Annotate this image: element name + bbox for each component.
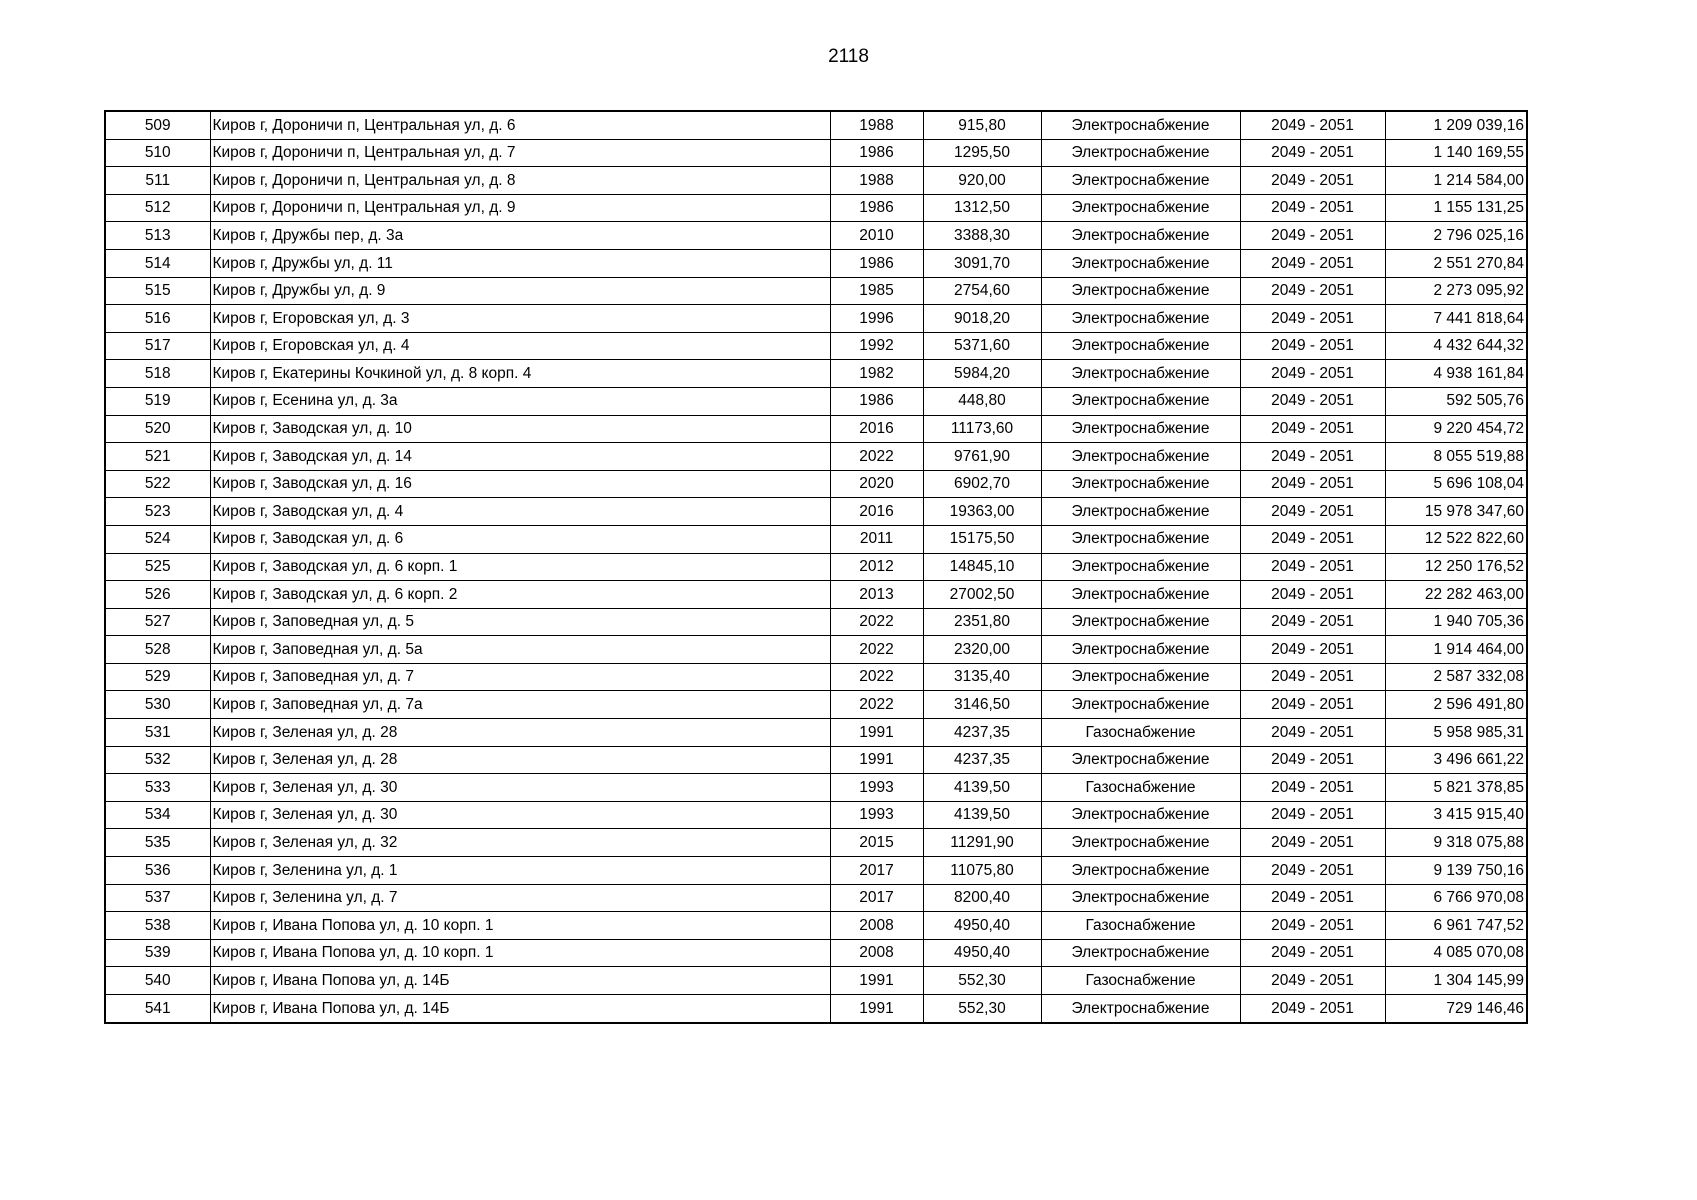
service-type-cell: Электроснабжение [1041,746,1240,774]
service-type-cell: Электроснабжение [1041,470,1240,498]
row-number-cell: 509 [105,111,210,139]
cost-cell: 6 766 970,08 [1385,884,1527,912]
cost-cell: 9 220 454,72 [1385,415,1527,443]
row-number-cell: 522 [105,470,210,498]
period-cell: 2049 - 2051 [1240,608,1385,636]
cost-cell: 12 250 176,52 [1385,553,1527,581]
period-cell: 2049 - 2051 [1240,691,1385,719]
area-cell: 1295,50 [923,139,1041,167]
address-cell: Киров г, Егоровская ул, д. 4 [210,332,830,360]
table-row [105,470,1527,498]
cost-cell: 592 505,76 [1385,387,1527,415]
area-cell: 4950,40 [923,912,1041,940]
area-cell: 14845,10 [923,553,1041,581]
service-type-cell: Электроснабжение [1041,995,1240,1023]
address-cell: Киров г, Зеленина ул, д. 7 [210,884,830,912]
cost-cell: 1 214 584,00 [1385,167,1527,195]
service-type-cell: Электроснабжение [1041,332,1240,360]
build-year-cell: 1991 [830,967,923,995]
row-number-cell: 530 [105,691,210,719]
table-row [105,249,1527,277]
address-cell: Киров г, Зеленая ул, д. 28 [210,746,830,774]
area-cell: 4139,50 [923,801,1041,829]
address-cell: Киров г, Зеленая ул, д. 30 [210,774,830,802]
row-number-cell: 520 [105,415,210,443]
row-number-cell: 535 [105,829,210,857]
cost-cell: 1 940 705,36 [1385,608,1527,636]
row-number-cell: 541 [105,995,210,1023]
row-number-cell: 539 [105,939,210,967]
cost-cell: 1 914 464,00 [1385,636,1527,664]
address-cell: Киров г, Заводская ул, д. 6 [210,525,830,553]
row-number-cell: 519 [105,387,210,415]
period-cell: 2049 - 2051 [1240,912,1385,940]
row-number-cell: 537 [105,884,210,912]
build-year-cell: 1986 [830,139,923,167]
service-type-cell: Электроснабжение [1041,581,1240,609]
table-row [105,277,1527,305]
period-cell: 2049 - 2051 [1240,167,1385,195]
period-cell: 2049 - 2051 [1240,443,1385,471]
service-type-cell: Электроснабжение [1041,636,1240,664]
cost-cell: 3 415 915,40 [1385,801,1527,829]
period-cell: 2049 - 2051 [1240,719,1385,747]
build-year-cell: 2022 [830,443,923,471]
period-cell: 2049 - 2051 [1240,139,1385,167]
table-row [105,939,1527,967]
build-year-cell: 2015 [830,829,923,857]
row-number-cell: 517 [105,332,210,360]
service-type-cell: Электроснабжение [1041,829,1240,857]
table-row [105,857,1527,885]
address-cell: Киров г, Дружбы пер, д. 3а [210,222,830,250]
area-cell: 2320,00 [923,636,1041,664]
row-number-cell: 536 [105,857,210,885]
build-year-cell: 2016 [830,498,923,526]
cost-cell: 4 085 070,08 [1385,939,1527,967]
service-type-cell: Электроснабжение [1041,525,1240,553]
build-year-cell: 2022 [830,691,923,719]
build-year-cell: 2022 [830,663,923,691]
area-cell: 4950,40 [923,939,1041,967]
row-number-cell: 521 [105,443,210,471]
row-number-cell: 528 [105,636,210,664]
service-type-cell: Электроснабжение [1041,884,1240,912]
address-cell: Киров г, Ивана Попова ул, д. 14Б [210,995,830,1023]
table-row [105,167,1527,195]
period-cell: 2049 - 2051 [1240,581,1385,609]
table-row [105,746,1527,774]
table-row [105,525,1527,553]
table-row [105,553,1527,581]
cost-cell: 2 587 332,08 [1385,663,1527,691]
area-cell: 27002,50 [923,581,1041,609]
address-cell: Киров г, Дружбы ул, д. 11 [210,249,830,277]
build-year-cell: 2022 [830,608,923,636]
build-year-cell: 1991 [830,746,923,774]
period-cell: 2049 - 2051 [1240,305,1385,333]
address-cell: Киров г, Заповедная ул, д. 7а [210,691,830,719]
address-cell: Киров г, Екатерины Кочкиной ул, д. 8 корп. 4 [210,360,830,388]
table-row [105,360,1527,388]
service-type-cell: Электроснабжение [1041,801,1240,829]
service-type-cell: Электроснабжение [1041,277,1240,305]
build-year-cell: 1992 [830,332,923,360]
row-number-cell: 526 [105,581,210,609]
row-number-cell: 538 [105,912,210,940]
cost-cell: 1 140 169,55 [1385,139,1527,167]
row-number-cell: 525 [105,553,210,581]
build-year-cell: 1991 [830,719,923,747]
address-cell: Киров г, Заводская ул, д. 16 [210,470,830,498]
table-row [105,829,1527,857]
table-row [105,608,1527,636]
cost-cell: 1 304 145,99 [1385,967,1527,995]
table-row [105,801,1527,829]
period-cell: 2049 - 2051 [1240,801,1385,829]
build-year-cell: 2012 [830,553,923,581]
area-cell: 19363,00 [923,498,1041,526]
cost-cell: 2 796 025,16 [1385,222,1527,250]
table-row [105,387,1527,415]
period-cell: 2049 - 2051 [1240,857,1385,885]
cost-cell: 729 146,46 [1385,995,1527,1023]
area-cell: 3091,70 [923,249,1041,277]
area-cell: 5371,60 [923,332,1041,360]
area-cell: 552,30 [923,967,1041,995]
cost-cell: 1 209 039,16 [1385,111,1527,139]
build-year-cell: 2008 [830,939,923,967]
address-cell: Киров г, Зеленая ул, д. 32 [210,829,830,857]
period-cell: 2049 - 2051 [1240,525,1385,553]
area-cell: 5984,20 [923,360,1041,388]
cost-cell: 2 273 095,92 [1385,277,1527,305]
area-cell: 2351,80 [923,608,1041,636]
period-cell: 2049 - 2051 [1240,663,1385,691]
address-cell: Киров г, Заповедная ул, д. 5а [210,636,830,664]
table-row [105,581,1527,609]
row-number-cell: 534 [105,801,210,829]
service-type-cell: Электроснабжение [1041,305,1240,333]
cost-cell: 5 696 108,04 [1385,470,1527,498]
service-type-cell: Газоснабжение [1041,912,1240,940]
cost-cell: 15 978 347,60 [1385,498,1527,526]
service-type-cell: Электроснабжение [1041,443,1240,471]
period-cell: 2049 - 2051 [1240,360,1385,388]
row-number-cell: 518 [105,360,210,388]
area-cell: 4237,35 [923,719,1041,747]
build-year-cell: 2010 [830,222,923,250]
address-cell: Киров г, Заводская ул, д. 10 [210,415,830,443]
area-cell: 1312,50 [923,194,1041,222]
period-cell: 2049 - 2051 [1240,939,1385,967]
address-cell: Киров г, Егоровская ул, д. 3 [210,305,830,333]
build-year-cell: 1986 [830,194,923,222]
row-number-cell: 531 [105,719,210,747]
area-cell: 552,30 [923,995,1041,1023]
registry-table [104,110,1528,1024]
build-year-cell: 1991 [830,995,923,1023]
build-year-cell: 2020 [830,470,923,498]
cost-cell: 2 596 491,80 [1385,691,1527,719]
area-cell: 11291,90 [923,829,1041,857]
build-year-cell: 1985 [830,277,923,305]
area-cell: 8200,40 [923,884,1041,912]
service-type-cell: Электроснабжение [1041,663,1240,691]
service-type-cell: Электроснабжение [1041,111,1240,139]
area-cell: 9761,90 [923,443,1041,471]
period-cell: 2049 - 2051 [1240,829,1385,857]
build-year-cell: 1986 [830,249,923,277]
row-number-cell: 523 [105,498,210,526]
address-cell: Киров г, Дружбы ул, д. 9 [210,277,830,305]
area-cell: 3388,30 [923,222,1041,250]
row-number-cell: 510 [105,139,210,167]
service-type-cell: Электроснабжение [1041,939,1240,967]
service-type-cell: Электроснабжение [1041,857,1240,885]
build-year-cell: 2016 [830,415,923,443]
service-type-cell: Электроснабжение [1041,498,1240,526]
service-type-cell: Электроснабжение [1041,553,1240,581]
table-row [105,967,1527,995]
period-cell: 2049 - 2051 [1240,194,1385,222]
address-cell: Киров г, Ивана Попова ул, д. 10 корп. 1 [210,912,830,940]
period-cell: 2049 - 2051 [1240,995,1385,1023]
cost-cell: 3 496 661,22 [1385,746,1527,774]
build-year-cell: 2011 [830,525,923,553]
address-cell: Киров г, Заводская ул, д. 6 корп. 1 [210,553,830,581]
period-cell: 2049 - 2051 [1240,553,1385,581]
build-year-cell: 1996 [830,305,923,333]
table-row [105,884,1527,912]
address-cell: Киров г, Заповедная ул, д. 7 [210,663,830,691]
table-row [105,774,1527,802]
period-cell: 2049 - 2051 [1240,498,1385,526]
address-cell: Киров г, Дороничи п, Центральная ул, д. 7 [210,139,830,167]
period-cell: 2049 - 2051 [1240,222,1385,250]
service-type-cell: Электроснабжение [1041,387,1240,415]
service-type-cell: Электроснабжение [1041,691,1240,719]
build-year-cell: 2008 [830,912,923,940]
address-cell: Киров г, Дороничи п, Центральная ул, д. 6 [210,111,830,139]
address-cell: Киров г, Зеленина ул, д. 1 [210,857,830,885]
row-number-cell: 529 [105,663,210,691]
service-type-cell: Электроснабжение [1041,222,1240,250]
address-cell: Киров г, Ивана Попова ул, д. 14Б [210,967,830,995]
row-number-cell: 515 [105,277,210,305]
build-year-cell: 1993 [830,801,923,829]
cost-cell: 5 821 378,85 [1385,774,1527,802]
service-type-cell: Электроснабжение [1041,360,1240,388]
table-row [105,498,1527,526]
period-cell: 2049 - 2051 [1240,332,1385,360]
service-type-cell: Электроснабжение [1041,194,1240,222]
table-row [105,305,1527,333]
table-row [105,222,1527,250]
cost-cell: 6 961 747,52 [1385,912,1527,940]
row-number-cell: 513 [105,222,210,250]
build-year-cell: 1982 [830,360,923,388]
table-row [105,663,1527,691]
row-number-cell: 512 [105,194,210,222]
address-cell: Киров г, Зеленая ул, д. 28 [210,719,830,747]
address-cell: Киров г, Заводская ул, д. 14 [210,443,830,471]
cost-cell: 22 282 463,00 [1385,581,1527,609]
service-type-cell: Электроснабжение [1041,608,1240,636]
table-row [105,194,1527,222]
cost-cell: 9 139 750,16 [1385,857,1527,885]
table-row [105,111,1527,139]
cost-cell: 2 551 270,84 [1385,249,1527,277]
address-cell: Киров г, Ивана Попова ул, д. 10 корп. 1 [210,939,830,967]
table-body [105,111,1527,1023]
address-cell: Киров г, Дороничи п, Центральная ул, д. 8 [210,167,830,195]
address-cell: Киров г, Дороничи п, Центральная ул, д. 9 [210,194,830,222]
service-type-cell: Газоснабжение [1041,719,1240,747]
page-number: 2118 [828,46,869,67]
period-cell: 2049 - 2051 [1240,967,1385,995]
cost-cell: 12 522 822,60 [1385,525,1527,553]
period-cell: 2049 - 2051 [1240,470,1385,498]
period-cell: 2049 - 2051 [1240,249,1385,277]
period-cell: 2049 - 2051 [1240,277,1385,305]
area-cell: 11075,80 [923,857,1041,885]
row-number-cell: 511 [105,167,210,195]
build-year-cell: 1993 [830,774,923,802]
service-type-cell: Газоснабжение [1041,967,1240,995]
service-type-cell: Электроснабжение [1041,249,1240,277]
area-cell: 2754,60 [923,277,1041,305]
cost-cell: 7 441 818,64 [1385,305,1527,333]
build-year-cell: 1986 [830,387,923,415]
period-cell: 2049 - 2051 [1240,636,1385,664]
area-cell: 15175,50 [923,525,1041,553]
address-cell: Киров г, Заповедная ул, д. 5 [210,608,830,636]
build-year-cell: 1988 [830,167,923,195]
address-cell: Киров г, Заводская ул, д. 4 [210,498,830,526]
table-row [105,912,1527,940]
service-type-cell: Газоснабжение [1041,774,1240,802]
area-cell: 448,80 [923,387,1041,415]
build-year-cell: 2017 [830,884,923,912]
table-row [105,415,1527,443]
row-number-cell: 527 [105,608,210,636]
area-cell: 920,00 [923,167,1041,195]
period-cell: 2049 - 2051 [1240,111,1385,139]
build-year-cell: 1988 [830,111,923,139]
row-number-cell: 533 [105,774,210,802]
row-number-cell: 516 [105,305,210,333]
row-number-cell: 514 [105,249,210,277]
table-row [105,443,1527,471]
address-cell: Киров г, Заводская ул, д. 6 корп. 2 [210,581,830,609]
table-row [105,636,1527,664]
address-cell: Киров г, Зеленая ул, д. 30 [210,801,830,829]
build-year-cell: 2013 [830,581,923,609]
table-row [105,691,1527,719]
period-cell: 2049 - 2051 [1240,746,1385,774]
row-number-cell: 524 [105,525,210,553]
area-cell: 4139,50 [923,774,1041,802]
area-cell: 11173,60 [923,415,1041,443]
address-cell: Киров г, Есенина ул, д. 3а [210,387,830,415]
table-row [105,995,1527,1023]
cost-cell: 9 318 075,88 [1385,829,1527,857]
area-cell: 3146,50 [923,691,1041,719]
service-type-cell: Электроснабжение [1041,167,1240,195]
cost-cell: 1 155 131,25 [1385,194,1527,222]
cost-cell: 8 055 519,88 [1385,443,1527,471]
area-cell: 3135,40 [923,663,1041,691]
area-cell: 6902,70 [923,470,1041,498]
build-year-cell: 2017 [830,857,923,885]
period-cell: 2049 - 2051 [1240,884,1385,912]
cost-cell: 4 938 161,84 [1385,360,1527,388]
build-year-cell: 2022 [830,636,923,664]
period-cell: 2049 - 2051 [1240,415,1385,443]
period-cell: 2049 - 2051 [1240,387,1385,415]
area-cell: 4237,35 [923,746,1041,774]
area-cell: 9018,20 [923,305,1041,333]
period-cell: 2049 - 2051 [1240,774,1385,802]
table-row [105,139,1527,167]
service-type-cell: Электроснабжение [1041,415,1240,443]
area-cell: 915,80 [923,111,1041,139]
row-number-cell: 532 [105,746,210,774]
service-type-cell: Электроснабжение [1041,139,1240,167]
table-row [105,332,1527,360]
row-number-cell: 540 [105,967,210,995]
cost-cell: 4 432 644,32 [1385,332,1527,360]
cost-cell: 5 958 985,31 [1385,719,1527,747]
table-row [105,719,1527,747]
